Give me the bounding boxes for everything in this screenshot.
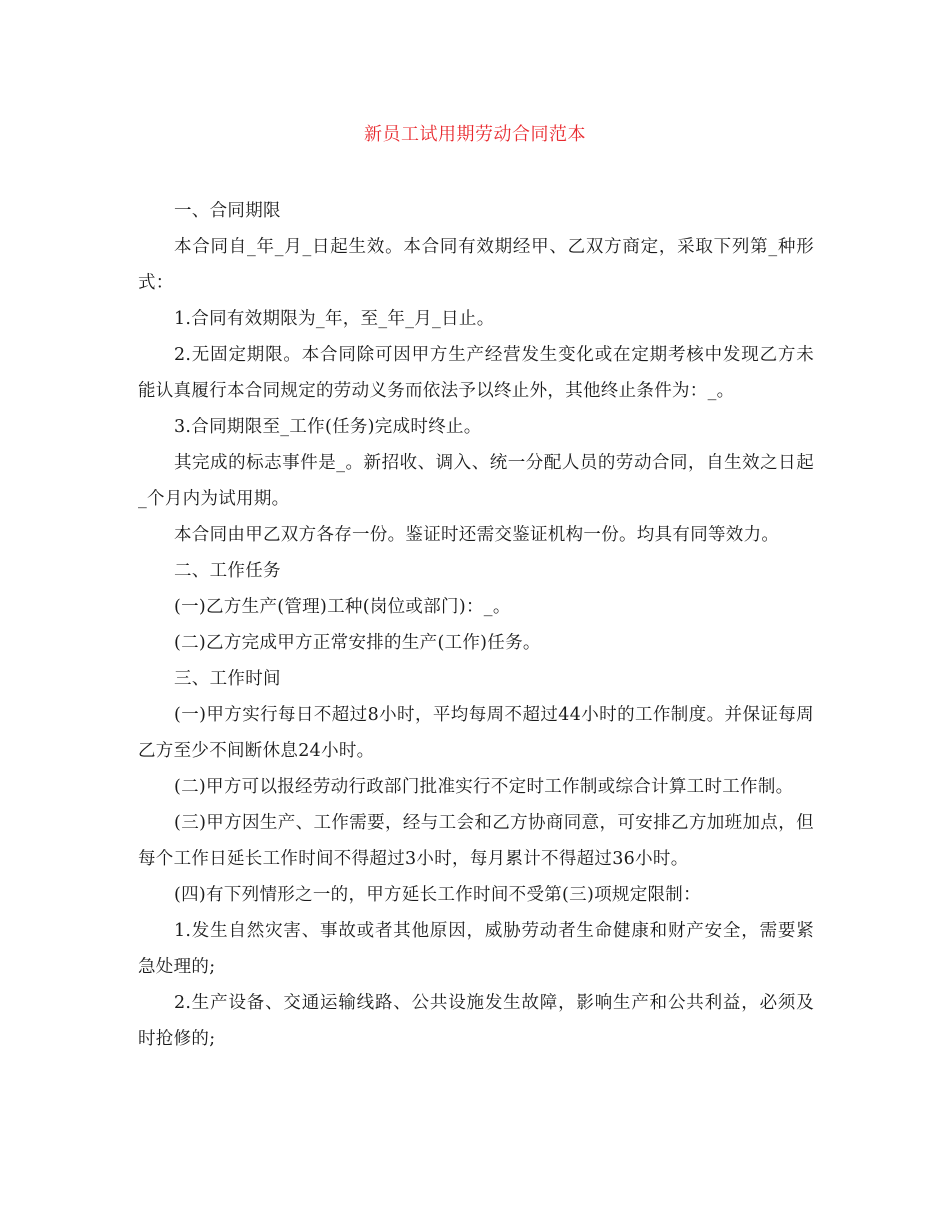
list-item: 2.生产设备、交通运输线路、公共设施发生故障，影响生产和公共利益，必须及时抢修的;: [138, 993, 814, 1049]
paragraph: 本合同自_年_月_日起生效。本合同有效期经甲、乙双方商定，采取下列第_种形式：: [138, 237, 814, 293]
document-body: [138, 193, 814, 1057]
section-heading-hours: 三、工作时间: [174, 669, 281, 689]
list-item: 1.合同有效期限为_年，至_年_月_日止。: [174, 309, 495, 329]
document-title: 新员工试用期劳动合同范本: [364, 124, 586, 145]
list-item: (四)有下列情形之一的，甲方延长工作时间不受第(三)项规定限制：: [174, 885, 701, 905]
list-item: (二)乙方完成甲方正常安排的生产(工作)任务。: [174, 633, 541, 653]
list-item: (三)甲方因生产、工作需要，经与工会和乙方协商同意，可安排乙方加班加点，但每个工作日延长工作时间不得超过3小时，每月累计不得超过36小时。: [138, 813, 814, 869]
list-item: 3.合同期限至_工作(任务)完成时终止。: [174, 417, 482, 437]
paragraph: 本合同由甲乙双方各存一份。鉴证时还需交鉴证机构一份。均具有同等效力。: [174, 525, 780, 545]
list-item: (一)甲方实行每日不超过8小时，平均每周不超过44小时的工作制度。并保证每周乙方至少不间断休息24小时。: [138, 705, 814, 761]
section-heading-term: 一、合同期限: [174, 201, 281, 221]
list-item: 2.无固定期限。本合同除可因甲方生产经营发生变化或在定期考核中发现乙方未能认真履行本合同规定的劳动义务而依法予以终止外，其他终止条件为：_。: [138, 345, 814, 401]
list-item: 1.发生自然灾害、事故或者其他原因，威胁劳动者生命健康和财产安全，需要紧急处理的;: [138, 921, 814, 977]
paragraph: 其完成的标志事件是_。新招收、调入、统一分配人员的劳动合同，自生效之日起_个月内为试用期。: [138, 453, 814, 509]
list-item: (二)甲方可以报经劳动行政部门批准实行不定时工作制或综合计算工时工作制。: [174, 777, 794, 797]
list-item: (一)乙方生产(管理)工种(岗位或部门)：_。: [174, 597, 511, 617]
section-heading-tasks: 二、工作任务: [174, 561, 281, 581]
